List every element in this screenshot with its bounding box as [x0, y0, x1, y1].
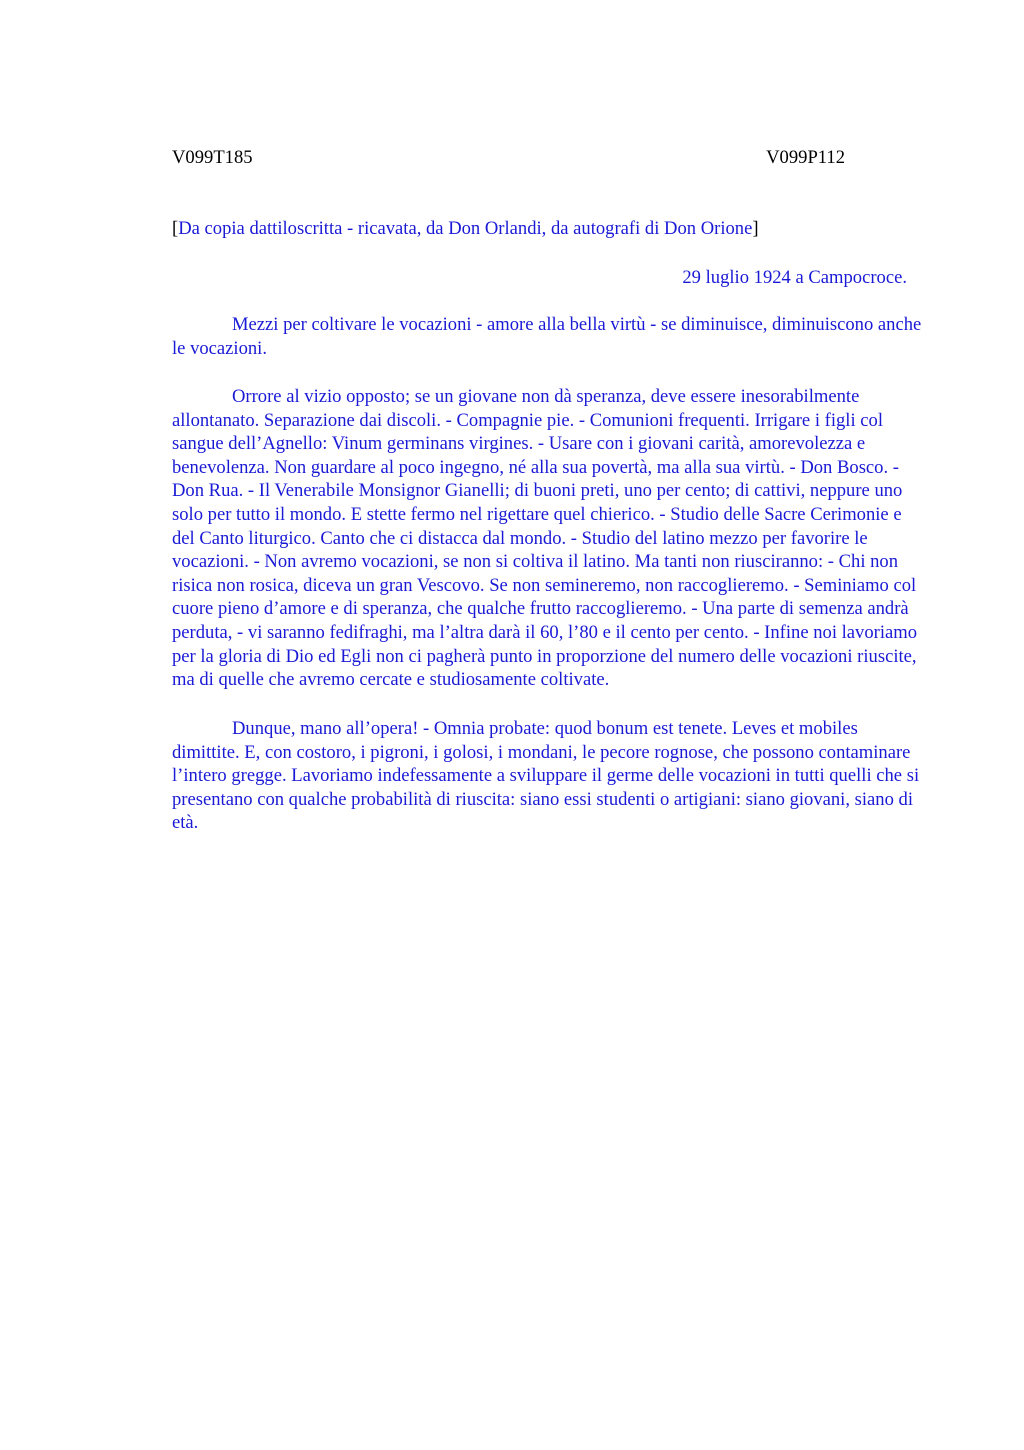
volume-page-code: V099P112 [766, 147, 845, 168]
source-note-open-bracket: [ [172, 218, 179, 239]
paragraph-3: Dunque, mano all’opera! - Omnia probate: quod bonum est tenete. Leves et mobiles dimittite. E, con costoro, i pigroni, i golosi, i mondani, le pecore rognose, che possono contaminare l’intero gregge. Lavoriamo indefessamente a sviluppare il germe delle vocazioni in tutti quelli che si presentano con qualche probabilità di riuscita: siano essi studenti o artigiani: siano giovani, siano di età. [172, 718, 920, 834]
date-place-line: 29 luglio 1924 a Campocroce. [682, 267, 907, 288]
source-note-text: Da copia dattiloscritta - ricavata, da Don Orlandi, da autografi di Don Orione [178, 218, 753, 239]
source-note-close-bracket: ] [752, 218, 759, 239]
volume-text-code: V099T185 [172, 147, 253, 168]
paragraph-2: Orrore al vizio opposto; se un giovane non dà speranza, deve essere inesorabilmente allontanato. Separazione dai discoli. - Compagnie pie. - Comunioni frequenti. Irrigare i figli col sangue dell’Agnello: Vinum germinans virgines. - Usare con i giovani carità, amorevolezza e benevolenza. Non guardare al poco ingegno, né alla sua povertà, ma alla sua virtù. - Don Bosco. - Don Rua. - Il Venerabile Monsignor Gianelli; di buoni preti, uno per cento; di cattivi, neppure uno solo per tutto il mondo. E stette fermo nel rigettare quel chierico. - Studio delle Sacre Cerimonie e del Canto liturgico. Canto che ci distacca dal mondo. - Studio del latino mezzo per favorire le vocazioni. - Non avremo vocazioni, se non si coltiva il latino. Ma tanti non riusciranno: - Chi non risica non rosica, diceva un gran Vescovo. Se non semineremo, non raccoglieremo. - Seminiamo col cuore pieno d’amore e di speranza, che qualche frutto raccoglieremo. - Una parte di semenza andrà perduta, - vi saranno fedifraghi, ma l’altra darà il 60, l’80 e il cento per cento. - Infine noi lavoriamo per la gloria di Dio ed Egli non ci pagherà punto in proporzione del numero delle vocazioni riuscite, ma di quelle che avremo cercate e studiosamente coltivate. [172, 386, 918, 691]
document-header [172, 146, 845, 170]
source-note [172, 217, 759, 241]
paragraph-1: Mezzi per coltivare le vocazioni - amore alla bella virtù - se diminuisce, diminuiscono anche le vocazioni. [172, 314, 922, 359]
